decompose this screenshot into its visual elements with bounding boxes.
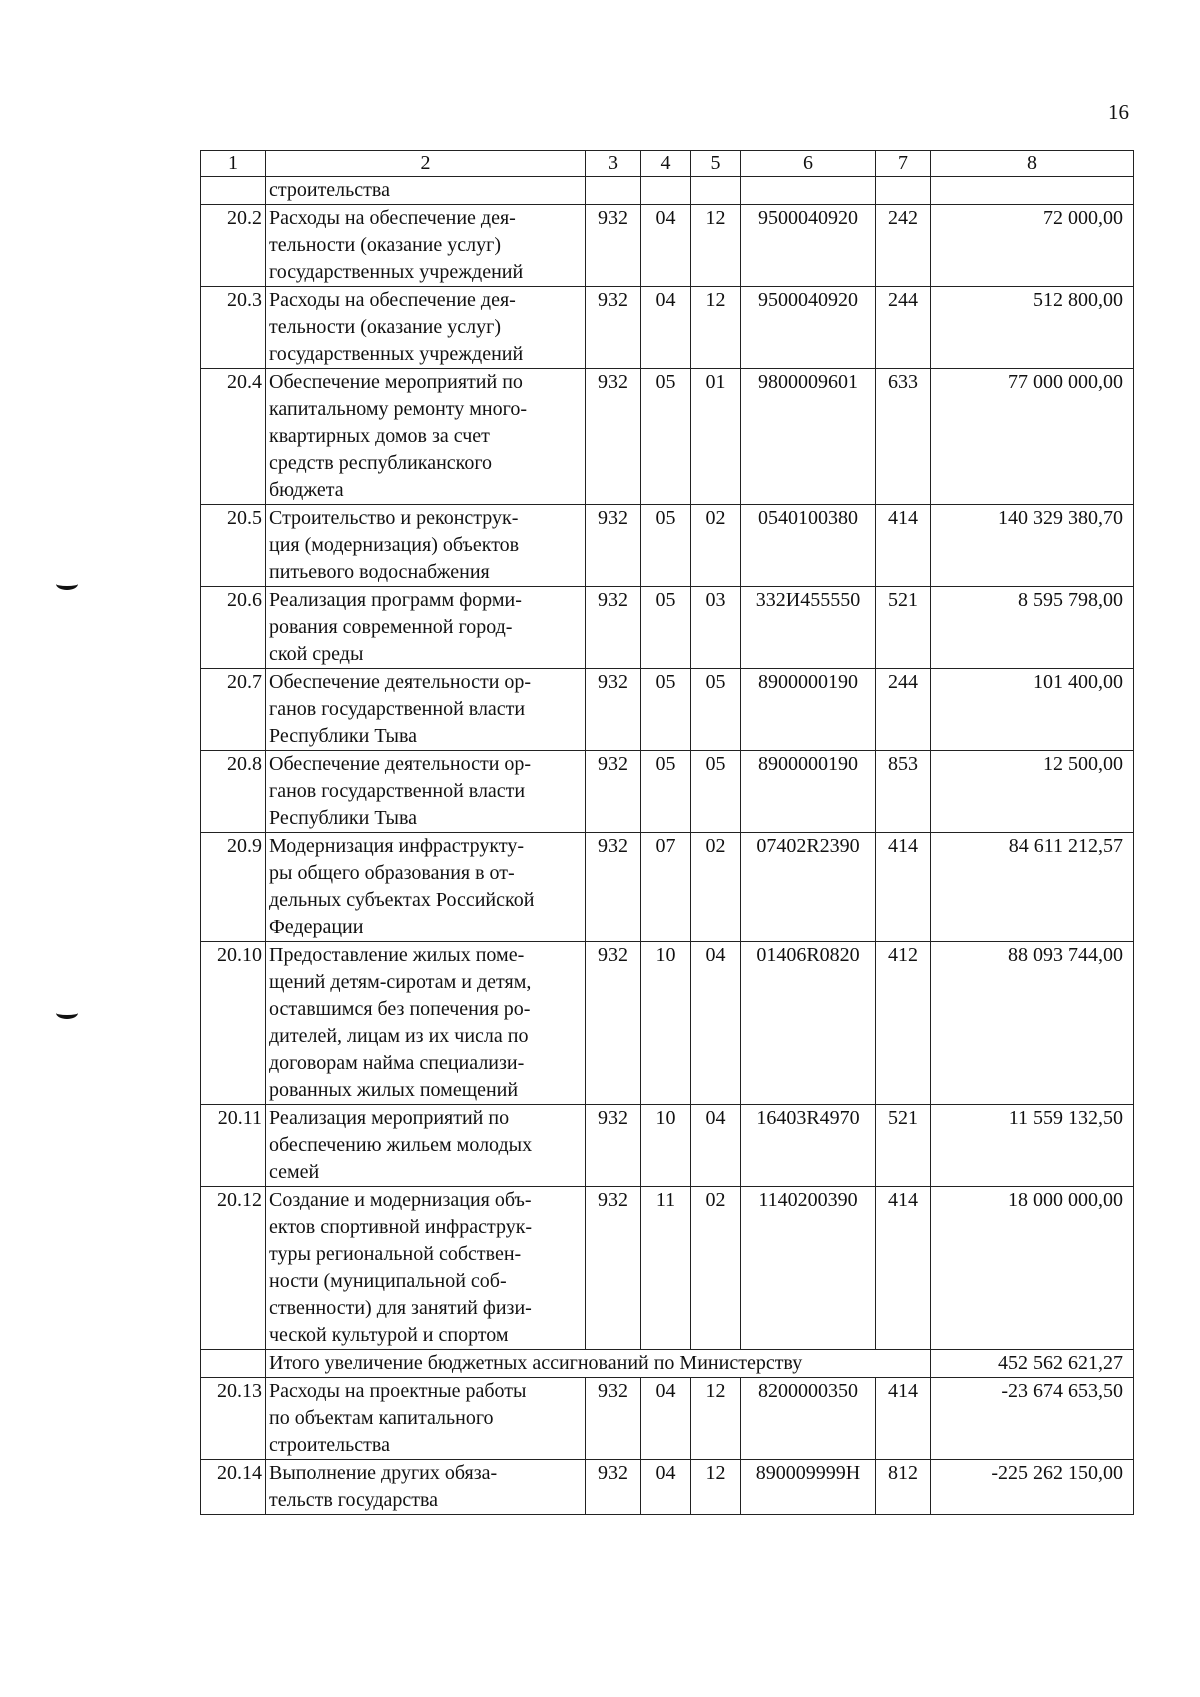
row-description xyxy=(266,1187,586,1350)
expense-type-code xyxy=(876,177,931,205)
expense-type-code: 633 xyxy=(876,369,931,505)
expense-type-code: 244 xyxy=(876,669,931,751)
section-code: 05 xyxy=(641,587,691,669)
row-number: 20.6 xyxy=(201,587,266,669)
subsection-code: 02 xyxy=(691,833,741,942)
description-line: договорам найма специализи- xyxy=(269,1052,525,1074)
target-article-code: 9800009601 xyxy=(741,369,876,505)
row-description xyxy=(266,1460,586,1515)
header-cell: 1 xyxy=(201,151,266,177)
table-row xyxy=(201,505,1134,587)
ministry-code: 932 xyxy=(586,1378,641,1460)
amount: -23 674 653,50 xyxy=(931,1378,1134,1460)
target-article-code: 16403R4970 xyxy=(741,1105,876,1187)
ministry-code: 932 xyxy=(586,1187,641,1350)
ministry-code: 932 xyxy=(586,505,641,587)
description-line: дителей, лицам из их числа по xyxy=(269,1025,529,1047)
subsection-code: 02 xyxy=(691,505,741,587)
ministry-code: 932 xyxy=(586,205,641,287)
row-number: 20.5 xyxy=(201,505,266,587)
description-line: Реализация программ форми- xyxy=(269,589,522,611)
expense-type-code: 521 xyxy=(876,587,931,669)
total-amount: 452 562 621,27 xyxy=(931,1350,1134,1378)
description-line: Расходы на обеспечение дея- xyxy=(269,289,516,311)
description-line: оставшимся без попечения ро- xyxy=(269,998,531,1020)
subsection-code: 12 xyxy=(691,1460,741,1515)
table-row xyxy=(201,942,1134,1105)
header-cell: 2 xyxy=(266,151,586,177)
section-code: 04 xyxy=(641,287,691,369)
row-number: 20.2 xyxy=(201,205,266,287)
ministry-code: 932 xyxy=(586,369,641,505)
description-line: Создание и модернизация объ- xyxy=(269,1189,532,1211)
description-line: ганов государственной власти xyxy=(269,780,526,802)
section-code: 05 xyxy=(641,505,691,587)
target-article-code: 0540100380 xyxy=(741,505,876,587)
subsection-code: 04 xyxy=(691,942,741,1105)
table-row xyxy=(201,1460,1134,1515)
subsection-code: 05 xyxy=(691,669,741,751)
description-line: Модернизация инфраструкту- xyxy=(269,835,524,857)
target-article-code: 8900000190 xyxy=(741,669,876,751)
subsection-code: 03 xyxy=(691,587,741,669)
amount: 88 093 744,00 xyxy=(931,942,1134,1105)
amount: 512 800,00 xyxy=(931,287,1134,369)
ministry-code: 932 xyxy=(586,1460,641,1515)
row-description xyxy=(266,177,586,205)
row-number: 20.13 xyxy=(201,1378,266,1460)
description-line: Республики Тыва xyxy=(269,807,418,829)
description-line: бюджета xyxy=(269,479,344,501)
expense-type-code: 242 xyxy=(876,205,931,287)
description-line: Расходы на проектные работы xyxy=(269,1380,527,1402)
ministry-code: 932 xyxy=(586,942,641,1105)
row-description xyxy=(266,587,586,669)
table-row xyxy=(201,205,1134,287)
description-line: капитальному ремонту много- xyxy=(269,398,527,420)
description-line: Обеспечение деятельности ор- xyxy=(269,671,532,693)
description-line: ция (модернизация) объектов xyxy=(269,534,520,556)
description-line: ганов государственной власти xyxy=(269,698,526,720)
row-number: 20.10 xyxy=(201,942,266,1105)
table-row xyxy=(201,751,1134,833)
description-line: государственных учреждений xyxy=(269,343,524,365)
section-code: 10 xyxy=(641,942,691,1105)
header-cell: 7 xyxy=(876,151,931,177)
target-article-code: 8900000190 xyxy=(741,751,876,833)
ministry-code: 932 xyxy=(586,669,641,751)
section-code: 10 xyxy=(641,1105,691,1187)
description-line: ности (муниципальной соб- xyxy=(269,1270,507,1292)
row-number: 20.8 xyxy=(201,751,266,833)
amount: 8 595 798,00 xyxy=(931,587,1134,669)
description-line: Строительство и реконструк- xyxy=(269,507,519,529)
amount: 72 000,00 xyxy=(931,205,1134,287)
row-number: 20.12 xyxy=(201,1187,266,1350)
table-row xyxy=(201,1187,1134,1350)
row-number: 20.14 xyxy=(201,1460,266,1515)
description-line: тельств государства xyxy=(269,1489,439,1511)
section-code: 04 xyxy=(641,1378,691,1460)
target-article-code: 332И455550 xyxy=(741,587,876,669)
description-line: рования современной город- xyxy=(269,616,513,638)
description-line: обеспечению жильем молодых xyxy=(269,1134,533,1156)
row-description xyxy=(266,751,586,833)
expense-type-code: 853 xyxy=(876,751,931,833)
description-line: ры общего образования в от- xyxy=(269,862,515,884)
row-number: 20.7 xyxy=(201,669,266,751)
target-article-code: 9500040920 xyxy=(741,205,876,287)
section-code: 04 xyxy=(641,205,691,287)
target-article-code: 1140200390 xyxy=(741,1187,876,1350)
section-code: 05 xyxy=(641,751,691,833)
description-line: ектов спортивной инфраструк- xyxy=(269,1216,533,1238)
description-line: ской среды xyxy=(269,643,364,665)
expense-type-code: 414 xyxy=(876,1187,931,1350)
table-row xyxy=(201,1105,1134,1187)
header-cell: 3 xyxy=(586,151,641,177)
description-line: Расходы на обеспечение дея- xyxy=(269,207,516,229)
amount: -225 262 150,00 xyxy=(931,1460,1134,1515)
description-line: по объектам капитального xyxy=(269,1407,494,1429)
ministry-code: 932 xyxy=(586,833,641,942)
row-number: 20.11 xyxy=(201,1105,266,1187)
expense-type-code: 412 xyxy=(876,942,931,1105)
section-code: 05 xyxy=(641,369,691,505)
amount: 84 611 212,57 xyxy=(931,833,1134,942)
subsection-code: 12 xyxy=(691,205,741,287)
header-cell: 4 xyxy=(641,151,691,177)
description-line: строительства xyxy=(269,1434,390,1456)
target-article-code: 01406R0820 xyxy=(741,942,876,1105)
ministry-code: 932 xyxy=(586,587,641,669)
target-article-code: 07402R2390 xyxy=(741,833,876,942)
row-number: 20.3 xyxy=(201,287,266,369)
row-number: 20.9 xyxy=(201,833,266,942)
table-row xyxy=(201,587,1134,669)
expense-type-code: 414 xyxy=(876,505,931,587)
amount: 140 329 380,70 xyxy=(931,505,1134,587)
description-line: строительства xyxy=(269,179,390,201)
ministry-code xyxy=(586,177,641,205)
row-number: 20.4 xyxy=(201,369,266,505)
row-description xyxy=(266,669,586,751)
subsection-code: 04 xyxy=(691,1105,741,1187)
description-line: Федерации xyxy=(269,916,364,938)
binding-mark xyxy=(56,1007,78,1019)
header-row xyxy=(201,151,1134,177)
description-line: семей xyxy=(269,1161,320,1183)
row-number xyxy=(201,177,266,205)
amount: 77 000 000,00 xyxy=(931,369,1134,505)
description-line: квартирных домов за счет xyxy=(269,425,490,447)
section-code: 07 xyxy=(641,833,691,942)
table-row xyxy=(201,833,1134,942)
description-line: тельности (оказание услуг) xyxy=(269,316,501,338)
description-line: Обеспечение деятельности ор- xyxy=(269,753,532,775)
description-line: Обеспечение мероприятий по xyxy=(269,371,523,393)
description-line: тельности (оказание услуг) xyxy=(269,234,501,256)
description-line: питьевого водоснабжения xyxy=(269,561,490,583)
description-line: туры региональной собствен- xyxy=(269,1243,522,1265)
subsection-code: 12 xyxy=(691,1378,741,1460)
row-description xyxy=(266,369,586,505)
description-line: Реализация мероприятий по xyxy=(269,1107,510,1129)
page-number: 16 xyxy=(1108,100,1129,124)
subsection-code: 12 xyxy=(691,287,741,369)
description-line: Выполнение других обяза- xyxy=(269,1462,498,1484)
row-description xyxy=(266,942,586,1105)
budget-allocation-table xyxy=(200,150,1134,1515)
expense-type-code: 414 xyxy=(876,1378,931,1460)
description-line: Предоставление жилых поме- xyxy=(269,944,525,966)
table-row xyxy=(201,287,1134,369)
target-article-code: 8200000350 xyxy=(741,1378,876,1460)
total-label: Итого увеличение бюджетных ассигнований по Министерству xyxy=(266,1350,931,1378)
description-line: средств республиканского xyxy=(269,452,493,474)
header-cell: 5 xyxy=(691,151,741,177)
section-code: 04 xyxy=(641,1460,691,1515)
row-description xyxy=(266,1378,586,1460)
table-row xyxy=(201,669,1134,751)
amount: 12 500,00 xyxy=(931,751,1134,833)
row-description xyxy=(266,1105,586,1187)
description-line: ственности) для занятий физи- xyxy=(269,1297,532,1319)
table-row xyxy=(201,1378,1134,1460)
section-code xyxy=(641,177,691,205)
table-row xyxy=(201,177,1134,205)
row-description xyxy=(266,287,586,369)
total-row xyxy=(201,1350,1134,1378)
subsection-code: 01 xyxy=(691,369,741,505)
amount xyxy=(931,177,1134,205)
section-code: 05 xyxy=(641,669,691,751)
description-line: Республики Тыва xyxy=(269,725,418,747)
ministry-code: 932 xyxy=(586,751,641,833)
ministry-code: 932 xyxy=(586,287,641,369)
target-article-code: 9500040920 xyxy=(741,287,876,369)
row-description xyxy=(266,505,586,587)
description-line: щений детям-сиротам и детям, xyxy=(269,971,532,993)
total-number xyxy=(201,1350,266,1378)
subsection-code: 05 xyxy=(691,751,741,833)
target-article-code: 890009999Н xyxy=(741,1460,876,1515)
description-line: ческой культурой и спортом xyxy=(269,1324,509,1346)
amount: 11 559 132,50 xyxy=(931,1105,1134,1187)
description-line: рованных жилых помещений xyxy=(269,1079,519,1101)
header-cell: 8 xyxy=(931,151,1134,177)
row-description xyxy=(266,205,586,287)
subsection-code xyxy=(691,177,741,205)
table-body xyxy=(201,151,1134,1515)
expense-type-code: 414 xyxy=(876,833,931,942)
header-cell: 6 xyxy=(741,151,876,177)
table-row xyxy=(201,369,1134,505)
expense-type-code: 244 xyxy=(876,287,931,369)
expense-type-code: 812 xyxy=(876,1460,931,1515)
target-article-code xyxy=(741,177,876,205)
row-description xyxy=(266,833,586,942)
description-line: дельных субъектах Российской xyxy=(269,889,535,911)
amount: 101 400,00 xyxy=(931,669,1134,751)
expense-type-code: 521 xyxy=(876,1105,931,1187)
description-line: государственных учреждений xyxy=(269,261,524,283)
section-code: 11 xyxy=(641,1187,691,1350)
ministry-code: 932 xyxy=(586,1105,641,1187)
binding-mark xyxy=(56,578,78,590)
amount: 18 000 000,00 xyxy=(931,1187,1134,1350)
subsection-code: 02 xyxy=(691,1187,741,1350)
